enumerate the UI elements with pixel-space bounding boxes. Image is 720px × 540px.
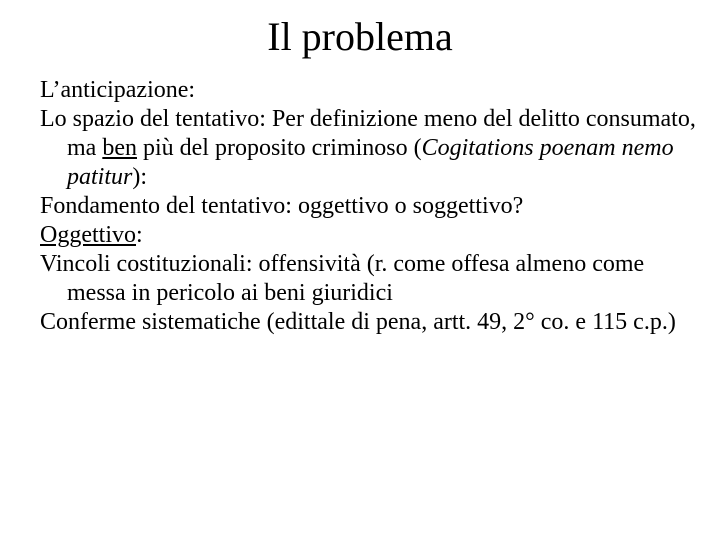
italic-latin-maxim: Cogitations poenam nemo patitur bbox=[67, 135, 674, 190]
text-run: più del proposito criminoso ( bbox=[136, 135, 422, 161]
paragraph-vincoli: Vincoli costituzionali: offensività (r. come offesa almeno come messa in pericolo ai beni giuridici bbox=[40, 251, 645, 306]
slide-body bbox=[40, 76, 700, 337]
text-run: ): bbox=[132, 164, 148, 190]
paragraph-fondamento: Fondamento del tentativo: oggettivo o soggettivo? bbox=[40, 193, 524, 219]
paragraph-anticipazione: L’anticipazione: bbox=[40, 77, 196, 103]
underlined-word: ben bbox=[102, 135, 137, 161]
slide-title: Il problema bbox=[267, 14, 453, 59]
text-run: Lo spazio del tentativo: Per definizione meno del delitto consumato, ma bbox=[40, 106, 696, 161]
text-run: : bbox=[136, 222, 143, 248]
paragraph-spazio-tentativo bbox=[40, 105, 700, 192]
paragraph-conferme: Conferme sistematiche (edittale di pena, artt. 49, 2° co. e 115 c.p.) bbox=[40, 309, 676, 335]
underlined-heading: Oggettivo bbox=[40, 222, 136, 248]
paragraph-oggettivo bbox=[40, 221, 700, 250]
